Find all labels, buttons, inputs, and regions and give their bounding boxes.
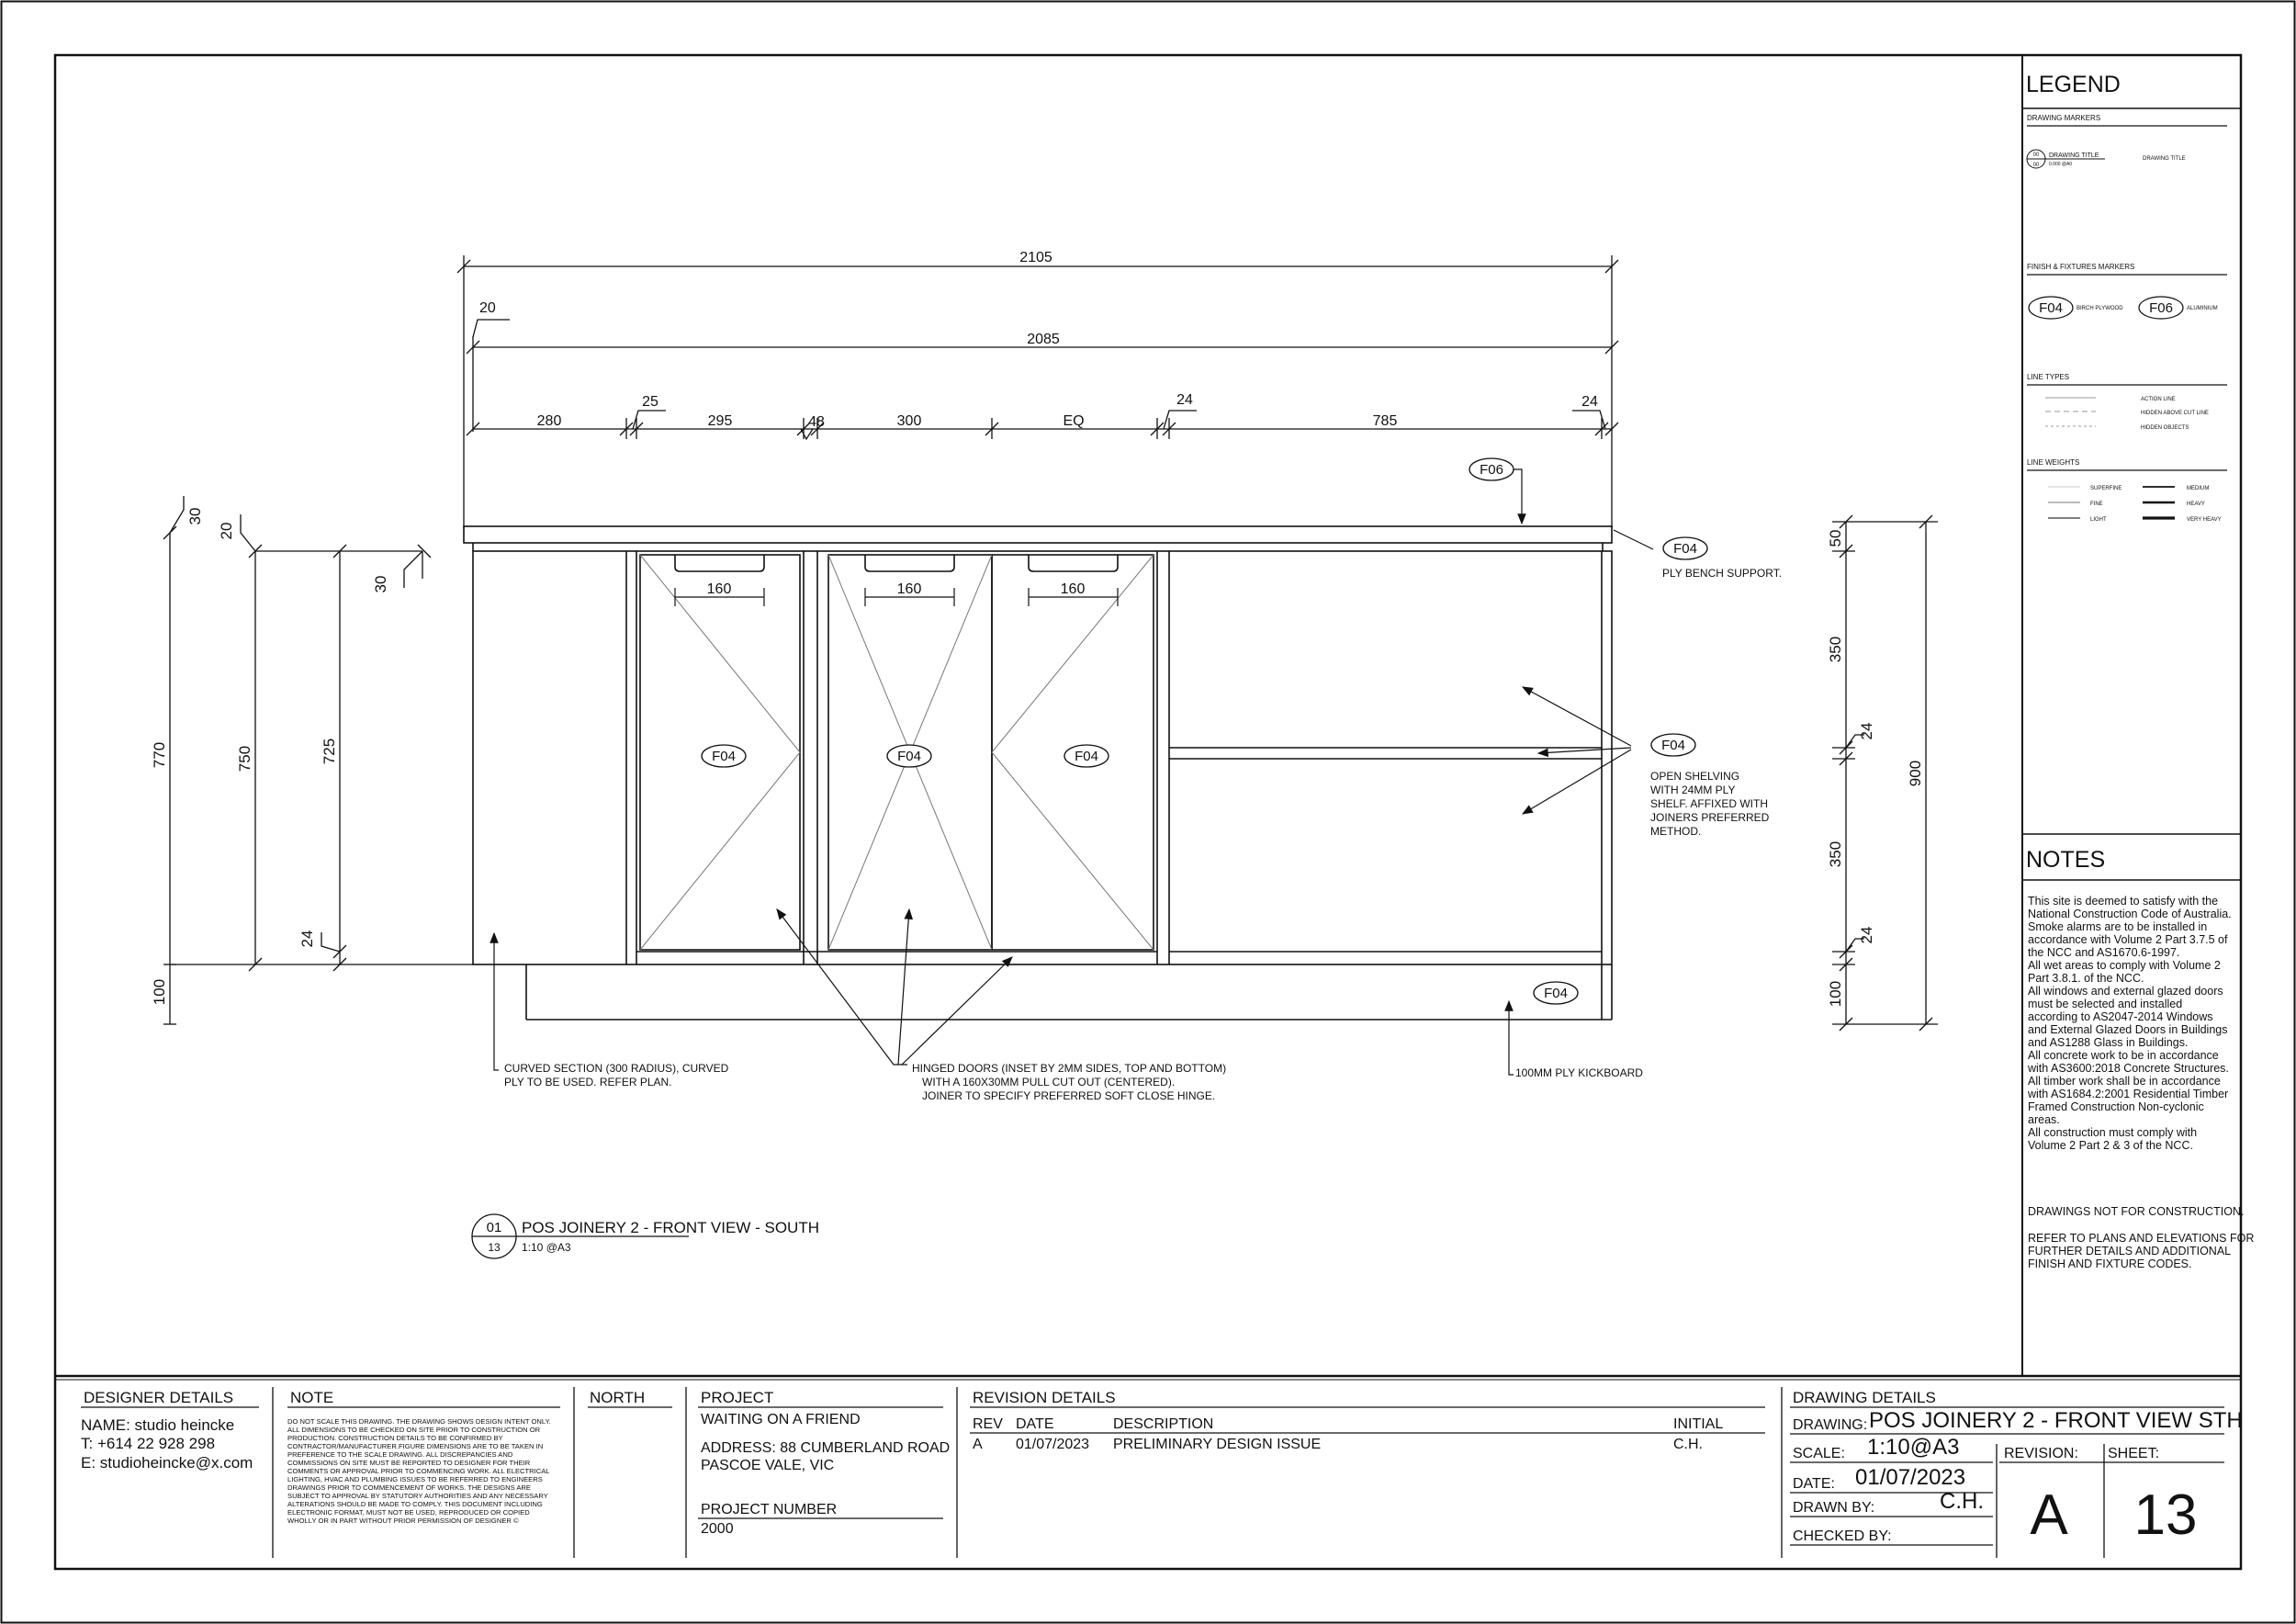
notes-line: All windows and external glazed doors [2028, 985, 2223, 998]
drawn-label: DRAWN BY: [1793, 1500, 1875, 1516]
notes-line: accordance with Volume 2 Part 3.7.5 of [2028, 933, 2228, 946]
project-heading: PROJECT [701, 1389, 774, 1406]
drawing-value: POS JOINERY 2 - FRONT VIEW STH [1869, 1408, 2243, 1433]
dim-overall: 2105 [1019, 250, 1052, 265]
dim-seg: 25 [642, 394, 658, 410]
notes-line: the NCC and AS1670.6-1997. [2028, 946, 2180, 959]
pull-cutout [865, 555, 954, 571]
view-title-text: POS JOINERY 2 - FRONT VIEW - SOUTH [522, 1219, 819, 1236]
note-line: COMMENTS OR APPROVAL PRIOR TO COMMENCING WORK. ALL ELECTRICAL [287, 1467, 550, 1475]
note-line: LIGHTING, HVAC AND PLUMBING ISSUES TO BE REFERRED TO ENGINEERS [287, 1475, 543, 1483]
revision-label: REVISION: [2004, 1446, 2078, 1461]
note-doors: JOINER TO SPECIFY PREFERRED SOFT CLOSE HINGE. [922, 1089, 1216, 1102]
note-heading: NOTE [290, 1389, 334, 1406]
designer-phone: T: +614 22 928 298 [81, 1435, 216, 1452]
benchtop [464, 526, 1612, 543]
legend-f04-label: BIRCH PLYWOOD [2077, 306, 2123, 311]
note-line: DO NOT SCALE THIS DRAWING. THE DRAWING SHOWS DESIGN INTENT ONLY. [287, 1417, 551, 1426]
cabinet-carcass [473, 551, 1612, 964]
marker-label: F04 [1661, 738, 1685, 753]
revision-col: INITIAL [1673, 1416, 1724, 1432]
note-line: WHOLLY OR IN PART WITHOUT PRIOR PERMISSION OF DESIGNER © [287, 1517, 519, 1525]
notes-line: and AS1288 Glass in Buildings. [2028, 1036, 2189, 1049]
revision-date: 01/07/2023 [1016, 1437, 1090, 1452]
project-address: ADDRESS: 88 CUMBERLAND ROAD [701, 1440, 951, 1456]
notes-line: Smoke alarms are to be installed in [2028, 920, 2208, 933]
drawing-details-heading: DRAWING DETAILS [1793, 1389, 1936, 1406]
cabinet-elevation [464, 526, 1612, 1020]
dim-seg: 295 [707, 413, 733, 429]
dim-r50: 50 [1827, 529, 1844, 547]
pull-cutout [1029, 555, 1118, 571]
legend-weight: MEDIUM [2187, 486, 2210, 491]
note-line: CONTRACTOR/MANUFACTURER.FIGURE DIMENSIONS ARE TO BE TAKEN IN [287, 1442, 544, 1450]
dim-30b: 30 [372, 575, 389, 593]
dim-r24a: 24 [1858, 722, 1875, 740]
designer-name: NAME: studio heincke [81, 1416, 235, 1434]
date-value: 01/07/2023 [1855, 1465, 1966, 1490]
note-line: DRAWINGS PRIOR TO COMMENCEMENT OF WORKS. THE DESIGNS ARE [287, 1483, 531, 1492]
leaders [494, 469, 1653, 1075]
legend-panel [2026, 72, 2227, 523]
inner-border [55, 55, 2241, 1569]
revision-col: DATE [1016, 1416, 1054, 1432]
project-name: WAITING ON A FRIEND [701, 1412, 861, 1427]
dim-seg: 24 [1581, 394, 1598, 410]
view-scale: 1:10 @A3 [522, 1241, 571, 1254]
dim-r350a: 350 [1827, 636, 1844, 663]
notes-refer: FURTHER DETAILS AND ADDITIONAL [2028, 1245, 2232, 1257]
dim-24: 24 [298, 930, 316, 948]
dim-30a: 30 [186, 507, 204, 525]
note-line: ALTERATIONS SHOULD BE MADE TO COMPLY. THIS DOCUMENT INCLUDING [287, 1500, 543, 1508]
revision-rev: A [973, 1437, 983, 1452]
scale-label: SCALE: [1793, 1446, 1845, 1461]
notes-line: Volume 2 Part 2 & 3 of the NCC. [2028, 1139, 2193, 1152]
note-curved: PLY TO BE USED. REFER PLAN. [504, 1076, 672, 1088]
legend-weight: FINE [2090, 502, 2103, 507]
dim-r900: 900 [1907, 760, 1924, 787]
notes-refer: REFER TO PLANS AND ELEVATIONS FOR [2028, 1232, 2255, 1245]
sheet-value: 13 [2133, 1483, 2198, 1547]
marker-label: F06 [1480, 462, 1503, 478]
notes-not-for-construction: DRAWINGS NOT FOR CONSTRUCTION. [2028, 1205, 2245, 1218]
notes-line: with AS3600:2018 Concrete Structures. [2028, 1062, 2229, 1075]
note-line: COMMISSIONS ON SITE MUST BE REPORTED TO DESIGNER FOR THEIR [287, 1459, 531, 1467]
note-doors: WITH A 160X30MM PULL CUT OUT (CENTERED). [922, 1076, 1176, 1088]
checked-label: CHECKED BY: [1793, 1528, 1892, 1544]
note-line: ELECTRONIC FORMAT, MUST NOT BE USED, REPRODUCED OR COPIED [287, 1508, 530, 1517]
project-number: 2000 [701, 1521, 734, 1537]
dim-seg: 48 [808, 414, 825, 430]
drawn-value: C.H. [1940, 1489, 1984, 1514]
notes-line: with AS1684.2:2001 Residential Timber [2028, 1088, 2229, 1100]
view-number: 01 [486, 1220, 502, 1235]
notes-line: Part 3.8.1. of the NCC. [2028, 972, 2144, 985]
note-line: ALL DIMENSIONS TO BE CHECKED ON SITE PRIOR TO CONSTRUCTION OR [287, 1426, 541, 1434]
legend-f06: F06 [2149, 300, 2173, 316]
dim-r100: 100 [1827, 980, 1844, 1008]
project-number-heading: PROJECT NUMBER [701, 1502, 838, 1517]
dim-770: 770 [151, 741, 168, 769]
note-line: PRODUCTION. CONSTRUCTION DETAILS TO BE CONFIRMED BY [287, 1434, 503, 1442]
revision-heading: REVISION DETAILS [973, 1389, 1116, 1406]
notes-line: according to AS2047-2014 Windows [2028, 1010, 2213, 1023]
dim-r350b: 350 [1827, 840, 1844, 868]
note-shelf: WITH 24MM PLY [1650, 784, 1736, 796]
dim-725: 725 [321, 738, 338, 765]
notes-line: All wet areas to comply with Volume 2 [2028, 959, 2221, 972]
revision-value: A [2030, 1483, 2068, 1547]
legend-f06-label: ALUMINIUM [2187, 306, 2218, 311]
notes-line: All timber work shall be in accordance [2028, 1075, 2221, 1088]
legend-line-type: ACTION LINE [2141, 397, 2176, 402]
legend-section: FINISH & FIXTURES MARKERS [2027, 263, 2135, 271]
project-address: PASCOE VALE, VIC [701, 1458, 835, 1473]
legend-section: DRAWING MARKERS [2027, 114, 2101, 122]
dim-100: 100 [151, 978, 168, 1006]
notes-title: NOTES [2026, 847, 2106, 873]
notes-line: must be selected and installed [2028, 998, 2183, 1010]
view-sheet: 13 [488, 1241, 501, 1254]
pull-dim: 160 [1060, 581, 1086, 597]
notes-line: All concrete work to be in accordance [2028, 1049, 2219, 1062]
revision-col: DESCRIPTION [1113, 1416, 1214, 1432]
marker-label: F04 [897, 749, 921, 764]
notes-line: areas. [2028, 1113, 2060, 1126]
date-label: DATE: [1793, 1476, 1835, 1492]
dim-750: 750 [236, 745, 253, 773]
dim-r24b: 24 [1858, 926, 1875, 944]
revision-desc: PRELIMINARY DESIGN ISSUE [1113, 1437, 1322, 1452]
notes-line: This site is deemed to satisfy with the [2028, 895, 2219, 908]
top-dimensions [457, 255, 1618, 528]
dim-inner: 2085 [1027, 332, 1060, 347]
legend-weight: LIGHT [2090, 517, 2107, 523]
note-shelf: SHELF. AFFIXED WITH [1650, 797, 1769, 810]
note-line: PREFERENCE TO THE SCALE DRAWING. ALL DISCREPANCIES AND [287, 1450, 513, 1459]
designer-email: E: studioheincke@x.com [81, 1454, 253, 1472]
note-curved: CURVED SECTION (300 RADIUS), CURVED [504, 1062, 729, 1075]
dim-seg: 300 [896, 413, 922, 429]
left-dimensions [163, 496, 473, 1024]
table-row [973, 1437, 1703, 1452]
note-shelf: OPEN SHELVING [1650, 770, 1740, 783]
designer-heading: DESIGNER DETAILS [84, 1389, 234, 1406]
scale-value: 1:10@A3 [1867, 1435, 1960, 1460]
legend-section: LINE TYPES [2027, 373, 2070, 381]
marker-ellipses [702, 458, 1707, 1004]
note-kick: 100MM PLY KICKBOARD [1515, 1066, 1643, 1079]
north-heading: NORTH [590, 1389, 646, 1406]
notes-refer: FINISH AND FIXTURE CODES. [2028, 1257, 2192, 1270]
notes-line: All construction must comply with [2028, 1126, 2198, 1139]
legend-marker: DRAWING TITLE [2143, 156, 2186, 162]
notes-line: National Construction Code of Australia. [2028, 908, 2232, 920]
sheet-label: SHEET: [2108, 1446, 2160, 1461]
notes-line: Framed Construction Non-cyclonic [2028, 1100, 2204, 1113]
drawing-label: DRAWING: [1793, 1417, 1868, 1433]
view-title [472, 1214, 819, 1258]
legend-marker: DRAWING TITLE [2049, 152, 2099, 159]
note-shelf: METHOD. [1650, 825, 1702, 838]
legend-weight: SUPERFINE [2090, 486, 2122, 491]
note-bench: PLY BENCH SUPPORT. [1662, 567, 1783, 580]
pull-dim: 160 [896, 581, 922, 597]
dim-seg: 280 [536, 413, 562, 429]
title-block [55, 1380, 2243, 1558]
legend-title: LEGEND [2026, 72, 2121, 97]
note-shelf: JOINERS PREFERRED [1650, 811, 1770, 824]
revision-initial: C.H. [1673, 1437, 1703, 1452]
legend-marker: 0.000 @A0 [2049, 162, 2073, 167]
notes-line: and External Glazed Doors in Buildings [2028, 1023, 2228, 1036]
legend-weight: HEAVY [2187, 502, 2205, 507]
legend-line-type: HIDDEN OBJECTS [2141, 425, 2189, 431]
dim-20: 20 [218, 522, 235, 540]
legend-section: LINE WEIGHTS [2027, 458, 2080, 467]
dim-seg: 24 [1176, 392, 1193, 408]
pull-cutout [675, 555, 764, 571]
pull-dim: 160 [706, 581, 732, 597]
dim-seg: EQ [1063, 413, 1085, 429]
legend-marker: 00 [2032, 152, 2040, 158]
note-line: SUBJECT TO APPROVAL BY STATUTORY AUTHORITIES AND ANY NECESSARY [287, 1492, 548, 1500]
marker-label: F04 [1544, 986, 1568, 1001]
legend-weight: VERY HEAVY [2187, 517, 2222, 523]
marker-label: F04 [1673, 541, 1697, 557]
dim-seg: 785 [1372, 413, 1398, 429]
legend-marker: 00 [2032, 163, 2040, 168]
dim-offset: 20 [479, 300, 496, 316]
revision-col: REV [973, 1416, 1003, 1432]
note-doors: HINGED DOORS (INSET BY 2MM SIDES, TOP AND BOTTOM) [912, 1062, 1227, 1075]
marker-label: F04 [712, 749, 736, 764]
legend-f04: F04 [2039, 300, 2063, 316]
marker-label: F04 [1075, 749, 1098, 764]
notes-panel [2026, 847, 2254, 1270]
legend-line-type: HIDDEN ABOVE CUT LINE [2141, 411, 2209, 416]
